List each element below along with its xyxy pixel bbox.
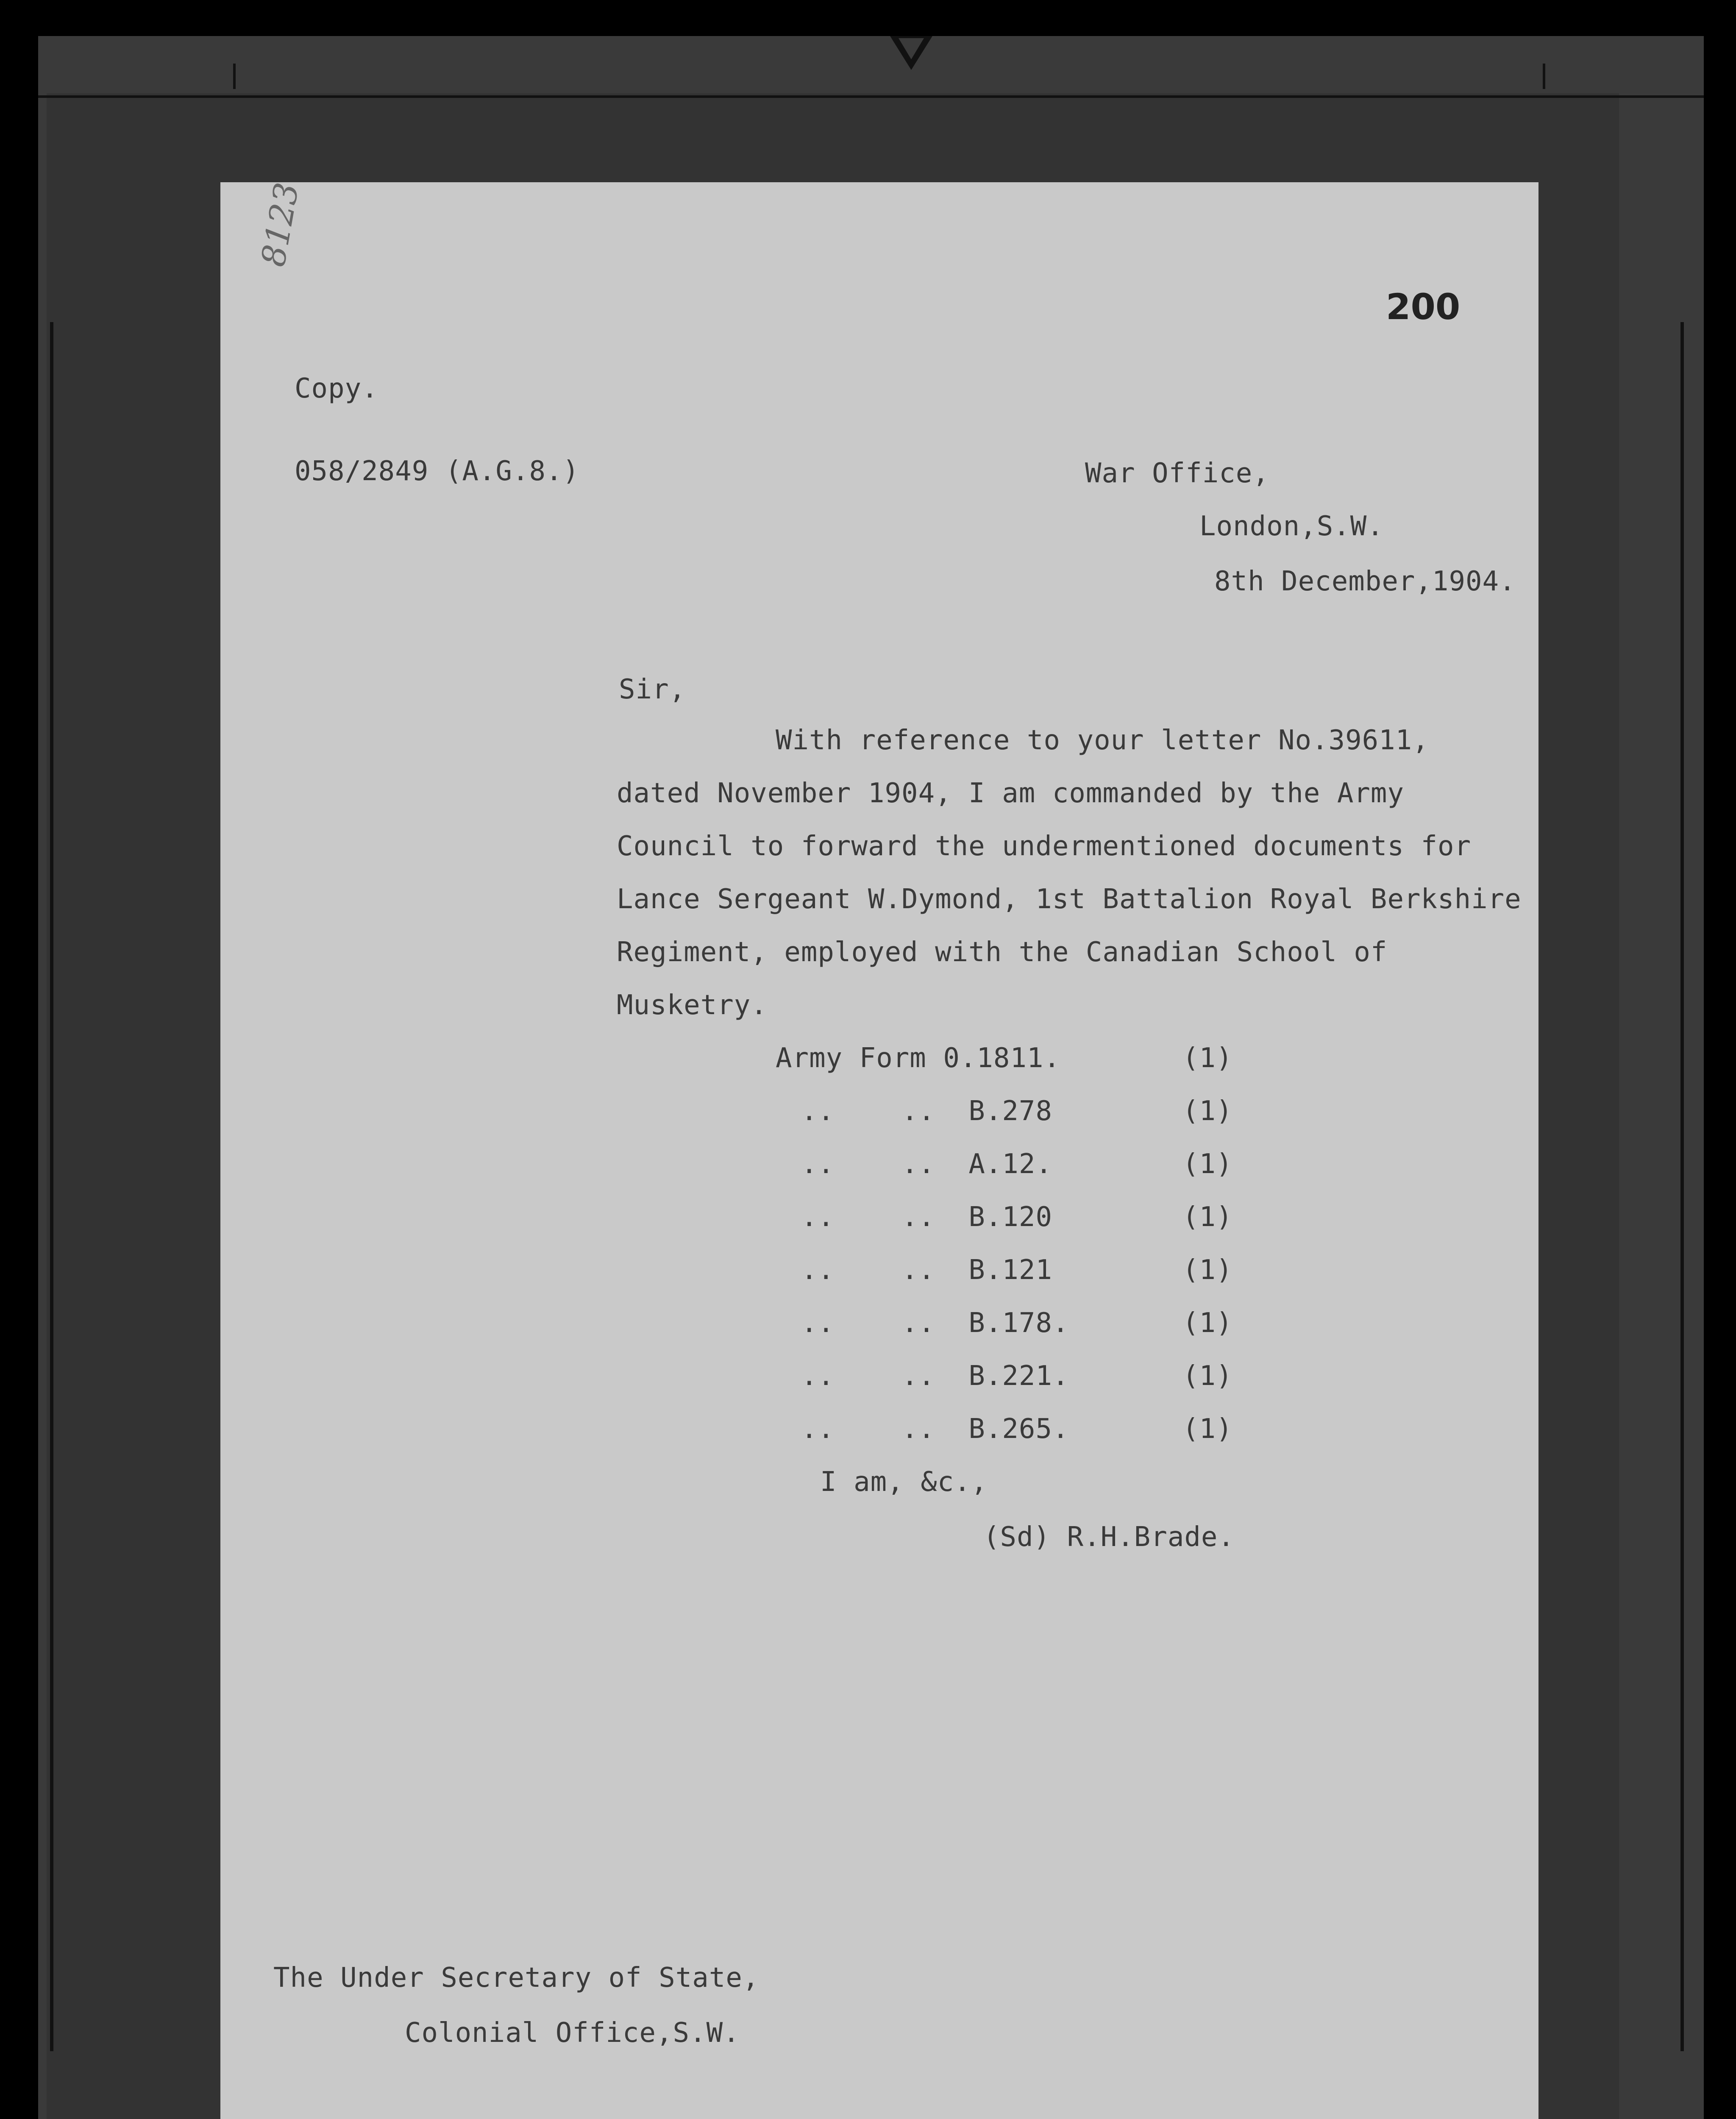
document-qty: (1) (1182, 1148, 1233, 1180)
pencil-annotation: 8123 (254, 180, 307, 270)
document-qty: (1) (1182, 1254, 1233, 1286)
salutation: Sir, (619, 674, 686, 705)
letter-date: 8th December,1904. (1214, 566, 1516, 597)
document-qty: (1) (1182, 1307, 1233, 1339)
frame-tick-right (1543, 64, 1545, 89)
frame-side-line-right (1680, 322, 1684, 2051)
document-form: .. .. B.278 (801, 1096, 1052, 1127)
notch-marker-icon (886, 36, 937, 74)
body-line: dated November 1904, I am commanded by the Army (617, 778, 1404, 809)
document-form: .. .. B.121 (801, 1254, 1052, 1286)
document-form: .. .. A.12. (801, 1148, 1052, 1180)
document-form: .. .. B.265. (801, 1413, 1069, 1445)
document-form: .. .. B.178. (801, 1307, 1069, 1339)
sender-address-line: War Office, (1085, 458, 1269, 489)
body-line: Regiment, employed with the Canadian School of (617, 937, 1388, 968)
document-qty: (1) (1182, 1201, 1233, 1233)
addressee-line: The Under Secretary of State, (273, 1962, 760, 1994)
document-form: .. .. B.221. (801, 1360, 1069, 1392)
body-line: Council to forward the undermentioned documents for (617, 831, 1472, 862)
document-form: .. .. B.120 (801, 1201, 1052, 1233)
reference-number: 058/2849 (A.G.8.) (295, 456, 580, 487)
document-qty: (1) (1182, 1043, 1233, 1074)
document-qty: (1) (1182, 1413, 1233, 1445)
document-form: Army Form 0.1811. (776, 1043, 1061, 1074)
document-qty: (1) (1182, 1360, 1233, 1392)
document-qty: (1) (1182, 1096, 1233, 1127)
signature: (Sd) R.H.Brade. (983, 1521, 1235, 1553)
frame-tick-left (233, 64, 236, 89)
closing-line: I am, &c., (820, 1466, 988, 1498)
body-line: With reference to your letter No.39611, (776, 725, 1429, 756)
sender-address-line: London,S.W. (1199, 511, 1384, 542)
frame-top-rule (38, 95, 1704, 98)
page-number: 200 (1386, 286, 1461, 328)
frame-side-line-left (50, 322, 53, 2051)
body-line: Musketry. (617, 990, 768, 1021)
addressee-line: Colonial Office,S.W. (405, 2017, 740, 2049)
body-line: Lance Sergeant W.Dymond, 1st Battalion Royal Berkshire (617, 884, 1522, 915)
copy-label: Copy. (295, 373, 378, 404)
